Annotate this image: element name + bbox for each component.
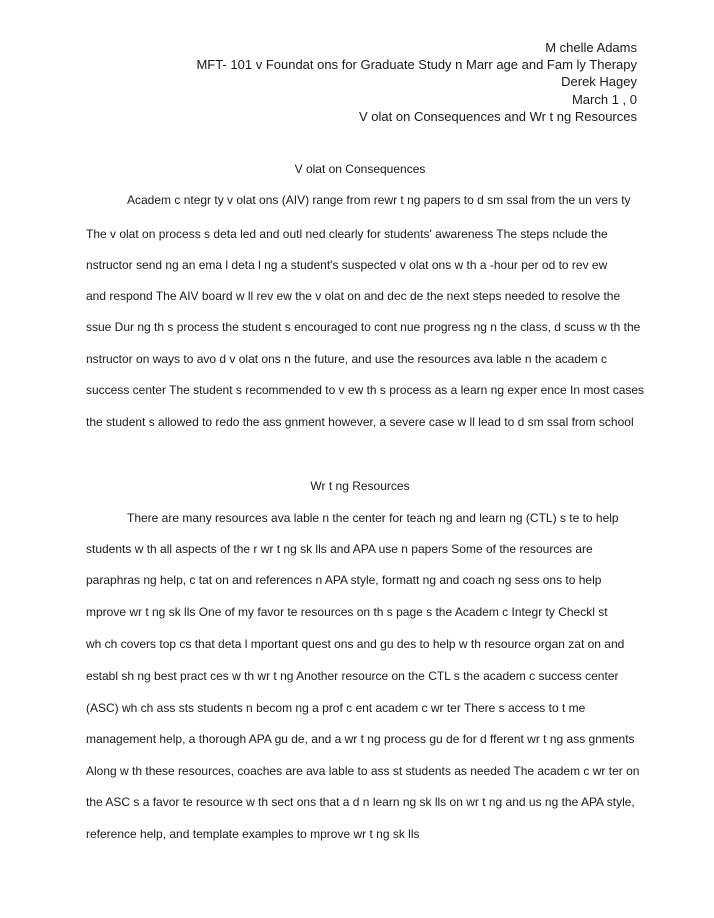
paragraph-line: establ sh ng best pract ces w th wr t ng Another resource on the CTL s the academ c success center <box>86 669 619 683</box>
author-name: M chelle Adams <box>545 40 637 55</box>
paragraph-line: The v olat on process s deta led and outl ned clearly for students' awareness The steps nclude the <box>86 227 608 241</box>
course-title: MFT- 101 v Foundat ons for Graduate Study n Marr age and Fam ly Therapy <box>196 57 637 72</box>
paragraph-line: Academ c ntegr ty v olat ons (AIV) range from rewr t ng papers to d sm ssal from the un vers ty <box>127 193 631 207</box>
paragraph-line: mprove wr t ng sk lls One of my favor te resources on th s page s the Academ c Integr ty Checkl st <box>86 605 608 619</box>
paragraph-line: management help, a thorough APA gu de, and a wr t ng process gu de for d fferent wr t ng ass gnments <box>86 732 635 746</box>
paragraph-line: reference help, and template examples to mprove wr t ng sk lls <box>86 827 420 841</box>
paragraph-line: paraphras ng help, c tat on and references n APA style, formatt ng and coach ng sess ons to help <box>86 573 602 587</box>
submission-date: March 1 , 0 <box>571 92 637 107</box>
paragraph-line: the student s allowed to redo the ass gnment however, a severe case w ll lead to d sm ssal from school <box>86 415 634 429</box>
paragraph-line: (ASC) wh ch ass sts students n becom ng a prof c ent academ c wr ter There s access to t me <box>86 701 586 715</box>
paper-title: V olat on Consequences and Wr t ng Resources <box>359 109 637 124</box>
section-heading-writing-resources: Wr t ng Resources <box>310 479 410 493</box>
paragraph-line: ssue Dur ng th s process the student s encouraged to cont nue progress ng n the class, d scuss w th the <box>86 320 641 334</box>
paragraph-line: success center The student s recommended to v ew th s process as a learn ng exper ence In most cases <box>86 383 645 397</box>
paragraph-line: wh ch covers top cs that deta l mportant quest ons and gu des to help w th resource organ zat on and <box>86 637 625 651</box>
paragraph-line: students w th all aspects of the r wr t ng sk lls and APA use n papers Some of the resources are <box>86 542 593 556</box>
paragraph-line: and respond The AIV board w ll rev ew the v olat on and dec de the next steps needed to resolve the <box>86 289 621 303</box>
paragraph-line: the ASC s a favor te resource w th sect ons that a d n learn ng sk lls on wr t ng and us ng the APA style, <box>86 795 635 809</box>
paragraph-line: There are many resources ava lable n the center for teach ng and learn ng (CTL) s te to help <box>127 511 619 525</box>
instructor-name: Derek Hagey <box>561 74 637 89</box>
paragraph-line: nstructor on ways to avo d v olat ons n the future, and use the resources ava lable n the academ c <box>86 352 607 366</box>
paragraph-line: Along w th these resources, coaches are ava lable to ass st students as needed The academ c wr ter on <box>86 764 640 778</box>
paragraph-line: nstructor send ng an ema l deta l ng a student's suspected v olat ons w th a -hour per od to rev ew <box>86 258 608 272</box>
section-heading-violation-consequences: V olat on Consequences <box>294 162 426 176</box>
